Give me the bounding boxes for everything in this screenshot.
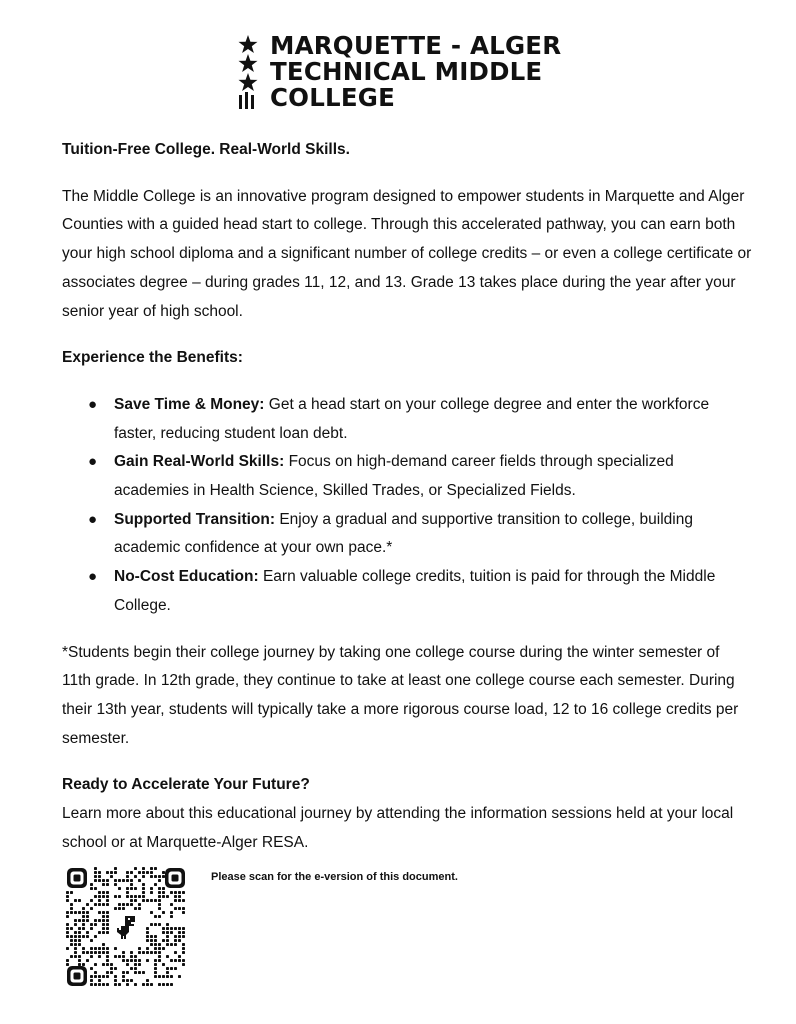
benefit-title: Save Time & Money:	[114, 395, 265, 413]
bullet: ●	[88, 395, 98, 413]
tagline: Tuition-Free College. Real-World Skills.	[62, 141, 350, 158]
stars-and-bars-logo-icon	[238, 35, 260, 111]
bullet: ●	[88, 453, 98, 471]
intro-paragraph: The Middle College is an innovative program designed to empower students in Marquette and Alger Counties with a guided head start to college. Through this accelerated pathway, you can earn both your high school diploma and a significant number of college credits – or even a college certificate or associates degree – during grades 11, 12, and 13. Grade 13 takes place during the year after your senior year of high school.	[62, 187, 752, 320]
list-item	[62, 448, 752, 505]
cta-heading: Ready to Accelerate Your Future?	[62, 776, 310, 794]
bullet: ●	[88, 510, 98, 528]
footnote-paragraph: *Students begin their college journey by taking one college course during the winter semester of 11th grade. In 12th grade, they continue to take at least one college course each semester. During their 13th year, students will typically take a more rigorous course load, 12 to 16 college credits per semester.	[62, 643, 739, 747]
list-item	[62, 563, 752, 620]
qr-caption: Please scan for the e-version of this document.	[211, 871, 458, 883]
list-item	[62, 506, 752, 563]
benefit-text: Enjoy a gradual and supportive transition to college, building academic confidence at your own pace.*	[114, 510, 693, 557]
logo-text	[270, 33, 561, 111]
benefit-text: Earn valuable college credits, tuition is paid for through the Middle College.	[114, 568, 716, 614]
cta-paragraph: Learn more about this educational journey by attending the information sessions held at your local school or at Marquette-Alger RESA.	[62, 805, 734, 851]
document-body	[62, 136, 752, 857]
logo-line-3: COLLEGE	[270, 83, 396, 112]
list-item	[62, 391, 752, 448]
bullet: ●	[88, 568, 98, 586]
qr-code-icon[interactable]	[65, 866, 187, 988]
benefit-text: Get a head start on your college degree and enter the workforce faster, reducing student loan debt.	[114, 395, 710, 442]
logo-line-2: TECHNICAL MIDDLE	[270, 57, 543, 86]
dinosaur-icon	[111, 912, 141, 942]
benefit-title: No-Cost Education:	[114, 568, 259, 586]
benefits-list	[62, 391, 752, 621]
benefits-heading: Experience the Benefits:	[62, 349, 243, 367]
benefit-title: Gain Real-World Skills:	[114, 453, 285, 471]
benefit-text: Focus on high-demand career fields through specialized academies in Health Science, Skilled Trades, or Specialized Fields.	[114, 453, 674, 500]
logo-line-1: MARQUETTE - ALGER	[270, 31, 562, 60]
benefit-title: Supported Transition:	[114, 510, 276, 528]
logo	[238, 31, 562, 112]
